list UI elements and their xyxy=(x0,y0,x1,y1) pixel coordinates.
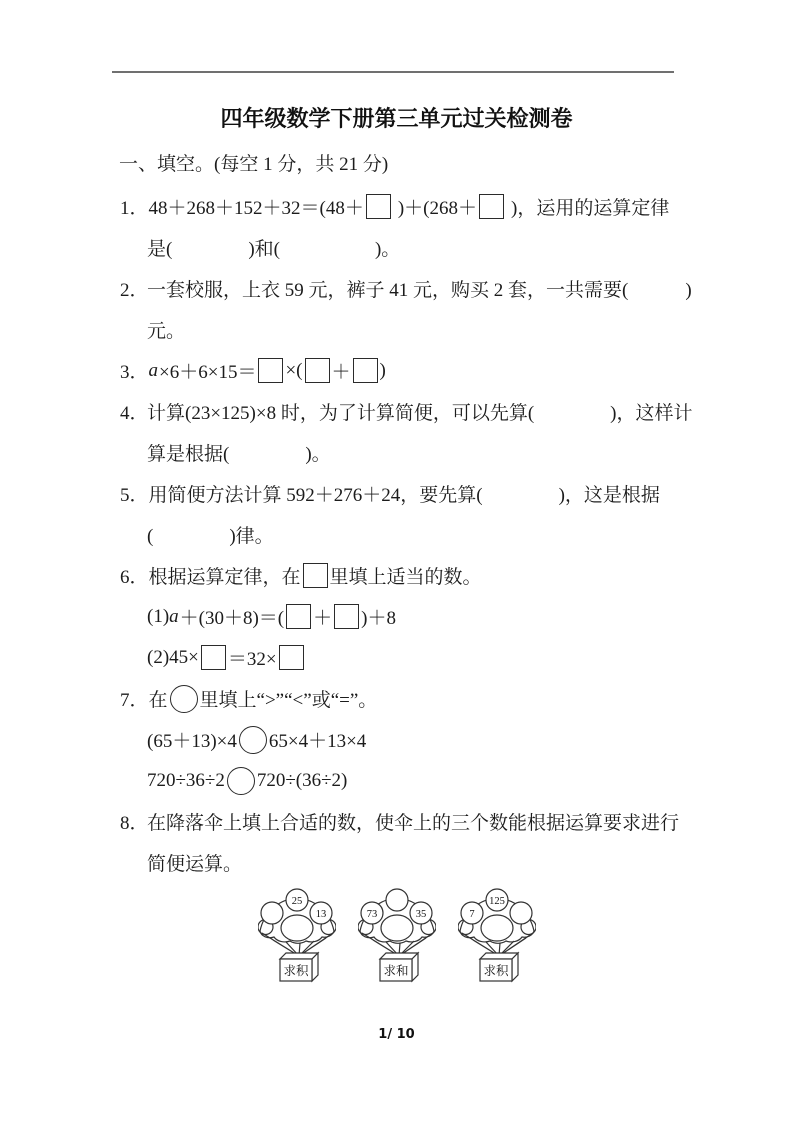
expression-left: (65＋13)×4 xyxy=(147,731,237,752)
question-number: 3． xyxy=(120,362,149,383)
question-1-line-2 xyxy=(120,227,672,268)
question-text: 里填上“>”“<”或“=”。 xyxy=(199,690,378,711)
question-text: ＋(30＋8)＝( xyxy=(179,608,285,629)
question-number: 1． xyxy=(120,198,149,219)
question-text: 计算(23×125)×8 时，为了计算简便，可以先算( )，这样计 xyxy=(147,403,693,424)
question-text: )，运用的运算定律 xyxy=(511,198,670,219)
question-6-sub-2 xyxy=(120,637,672,678)
expression-right: 65×4＋13×4 xyxy=(268,731,367,752)
question-7-compare-2 xyxy=(120,760,672,801)
parachute-diagram-3 xyxy=(458,885,536,988)
answer-box[interactable] xyxy=(353,358,378,383)
parachute-box-label: 求积 xyxy=(482,964,509,978)
question-6-line-1 xyxy=(120,555,672,596)
compare-circle[interactable] xyxy=(227,767,255,795)
parachute-box-label: 求和 xyxy=(382,964,409,978)
question-text: ( )律。 xyxy=(147,526,274,547)
question-text: ×( xyxy=(285,359,303,381)
question-text: 是( )和( )。 xyxy=(147,239,401,260)
parachute-value-left: 7 xyxy=(468,909,475,920)
question-text: 里填上适当的数。 xyxy=(329,567,482,588)
question-8-line-1 xyxy=(120,801,680,842)
question-5-line-1 xyxy=(120,473,672,514)
value-circle-empty[interactable] xyxy=(261,902,283,924)
question-number: 4． xyxy=(120,403,149,424)
section-heading: 一、填空。(每空 1 分，共 21 分) xyxy=(119,154,389,175)
expression-right: 720÷(36÷2) xyxy=(256,769,348,791)
question-text: )＋8 xyxy=(361,608,396,629)
question-text: 元。 xyxy=(147,321,186,342)
compare-circle[interactable] xyxy=(239,726,267,754)
parachute-value-right: 35 xyxy=(415,909,426,920)
answer-box[interactable] xyxy=(279,645,304,670)
variable-a: a xyxy=(148,359,159,381)
question-text: ×6＋6×15＝ xyxy=(159,362,257,383)
parachute-diagram-1 xyxy=(258,885,336,988)
question-5-line-2 xyxy=(120,514,672,555)
answer-box[interactable] xyxy=(286,604,311,629)
canopy-center-panel xyxy=(281,915,313,941)
question-2-line-1 xyxy=(120,268,692,309)
question-6-sub-1 xyxy=(120,596,672,637)
canopy-center-panel xyxy=(381,915,413,941)
parachute-value-right: 13 xyxy=(315,909,326,920)
question-text: 用简便方法计算 592＋276＋24，要先算( )，这是根据 xyxy=(148,485,660,506)
question-text: (2)45× xyxy=(147,646,199,668)
question-number: 7． xyxy=(120,690,149,711)
question-text: )＋(268＋ xyxy=(397,198,477,219)
question-text: 算是根据( )。 xyxy=(147,444,331,465)
page-number: 1/ 10 xyxy=(378,1027,415,1042)
question-1-line-1 xyxy=(120,186,672,227)
value-circle-empty[interactable] xyxy=(386,889,408,911)
answer-box[interactable] xyxy=(479,194,504,219)
question-text: ) xyxy=(379,359,386,381)
question-text: ＝32× xyxy=(227,649,277,670)
canopy-center-panel xyxy=(481,915,513,941)
parachute-value-left: 73 xyxy=(366,909,377,920)
answer-box[interactable] xyxy=(201,645,226,670)
question-number: 2． xyxy=(120,280,149,301)
question-3-line-1 xyxy=(120,350,672,391)
question-text: 在 xyxy=(148,690,168,711)
parachute-value-top: 25 xyxy=(291,896,302,907)
answer-box[interactable] xyxy=(366,194,391,219)
value-circle-empty[interactable] xyxy=(510,902,532,924)
sub-item-label: (1) xyxy=(147,605,170,627)
question-number: 6． xyxy=(120,567,149,588)
question-text: ＋ xyxy=(313,608,333,629)
question-4-line-2 xyxy=(120,432,672,473)
compare-circle[interactable] xyxy=(170,685,198,713)
question-7-line-1 xyxy=(120,678,672,719)
parachute-value-top: 125 xyxy=(488,896,505,907)
question-text: 简便运算。 xyxy=(147,854,243,875)
question-text: 一套校服，上衣 59 元，裤子 41 元，购买 2 套，一共需要( ) xyxy=(147,280,692,301)
question-text: ＋ xyxy=(331,362,351,383)
question-number: 5． xyxy=(120,485,149,506)
question-number: 8． xyxy=(120,813,149,834)
header-rule xyxy=(112,71,674,73)
question-2-line-2 xyxy=(120,309,672,350)
page-title: 四年级数学下册第三单元过关检测卷 xyxy=(220,106,573,131)
expression-left: 720÷36÷2 xyxy=(147,769,225,791)
parachute-diagram-2 xyxy=(358,885,436,988)
answer-box[interactable] xyxy=(334,604,359,629)
question-7-compare-1 xyxy=(120,719,672,760)
answer-box[interactable] xyxy=(305,358,330,383)
question-text: 48＋268＋152＋32＝(48＋ xyxy=(148,198,364,219)
answer-box[interactable] xyxy=(303,563,328,588)
question-8-line-2 xyxy=(120,842,672,883)
question-4-line-1 xyxy=(120,391,693,432)
parachute-diagrams xyxy=(0,885,793,988)
questions-area xyxy=(120,186,693,883)
question-text: 根据运算定律，在 xyxy=(148,567,301,588)
answer-box[interactable] xyxy=(258,358,283,383)
variable-a: a xyxy=(169,605,179,627)
parachute-box-label: 求积 xyxy=(282,964,309,978)
question-text: 在降落伞上填上合适的数，使伞上的三个数能根据运算要求进行 xyxy=(147,813,680,834)
